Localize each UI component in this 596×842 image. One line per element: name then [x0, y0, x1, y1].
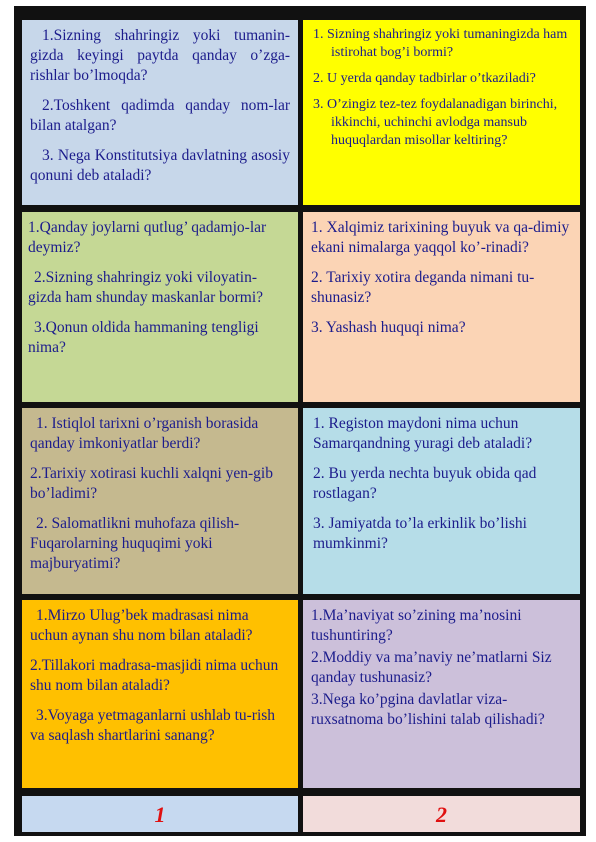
question-1: 1. Istiqlol tarixni o’rganish borasida qanday imkoniyatlar berdi? — [30, 415, 259, 452]
question-3: 3.Qonun oldida hammaning tengligi nima? — [28, 319, 259, 356]
question-1: 1.Sizning shahringiz yoki tumanin-gizda keyingi paytda qanday o’zga-rishlar bo’lmoqda? — [30, 27, 290, 84]
question-2: 2.Tarixiy xotirasi kuchli xalqni yen-gib bo’ladimi? — [30, 465, 273, 502]
question-1: 1.Ma’naviyat so’zining ma’nosini tushuntiring? — [311, 607, 522, 644]
question-2: 2.Toshkent qadimda qanday nom-lar bilan atalgan? — [30, 97, 290, 134]
question-2: 2.Moddiy va ma’naviy ne’matlarni Siz qanday tushunasiz? — [311, 649, 552, 686]
card-3-2 — [303, 408, 580, 594]
card-1-2 — [303, 20, 580, 205]
question-1: 1.Mirzo Ulug’bek madrasasi nima uchun aynan shu nom bilan ataladi? — [30, 607, 253, 644]
question-2: 2.Tillakori madrasa-masjidi nima uchun shu nom bilan ataladi? — [30, 657, 279, 694]
card-2-2 — [303, 212, 580, 402]
question-2: 2.Sizning shahringiz yoki viloyatin-gizda ham shunday maskanlar bormi? — [28, 269, 264, 306]
question-1: 1. Registon maydoni nima uchun Samarqandning yuragi deb ataladi? — [313, 415, 533, 452]
question-3: 3. Jamiyatda to’la erkinlik bo’lishi mumkinmi? — [313, 515, 527, 552]
card-2-1 — [22, 212, 298, 402]
question-3: 3. Nega Konstitutsiya davlatning asosiy qonuni deb ataladi? — [30, 147, 290, 184]
card-4-2 — [303, 600, 580, 788]
question-1: 1. Xalqimiz tarixining buyuk va qa-dimiy ekani nimalarga yaqqol ko’-rinadi? — [311, 219, 570, 256]
question-1: 1.Qanday joylarni qutlug’ qadamjo-lar deymiz? — [28, 219, 267, 256]
question-2: 2. Tarixiy xotira deganda nimani tu-shunasiz? — [311, 269, 535, 306]
question-1: 1. Sizning shahringiz yoki tumaningizda ham istirohat bog’i bormi? — [313, 27, 568, 60]
footer-number-left: 1 — [22, 796, 298, 832]
card-3-1 — [22, 408, 298, 594]
card-4-1 — [22, 600, 298, 788]
card-1-1 — [22, 20, 298, 205]
question-3: 3.Nega ko’pgina davlatlar viza-ruxsatnoma bo’lishini talab qilishadi? — [311, 691, 545, 728]
footer-number-right: 2 — [303, 796, 580, 832]
question-3: 2. Salomatlikni muhofaza qilish-Fuqarolarning huquqimi yoki majburyatimi? — [30, 515, 240, 572]
question-3: 3. O’zingiz tez-tez foydalanadigan birinchi, ikkinchi, uchinchi avlodga mansub huquqlardan misollar keltiring? — [313, 97, 558, 148]
question-2: 2. U yerda qanday tadbirlar o’tkaziladi? — [313, 71, 536, 86]
question-2: 2. Bu yerda nechta buyuk obida qad rostlagan? — [313, 465, 537, 502]
question-3: 3.Voyaga yetmaganlarni ushlab tu-rish va saqlash shartlarini sanang? — [30, 707, 276, 744]
question-3: 3. Yashash huquqi nima? — [311, 319, 466, 336]
